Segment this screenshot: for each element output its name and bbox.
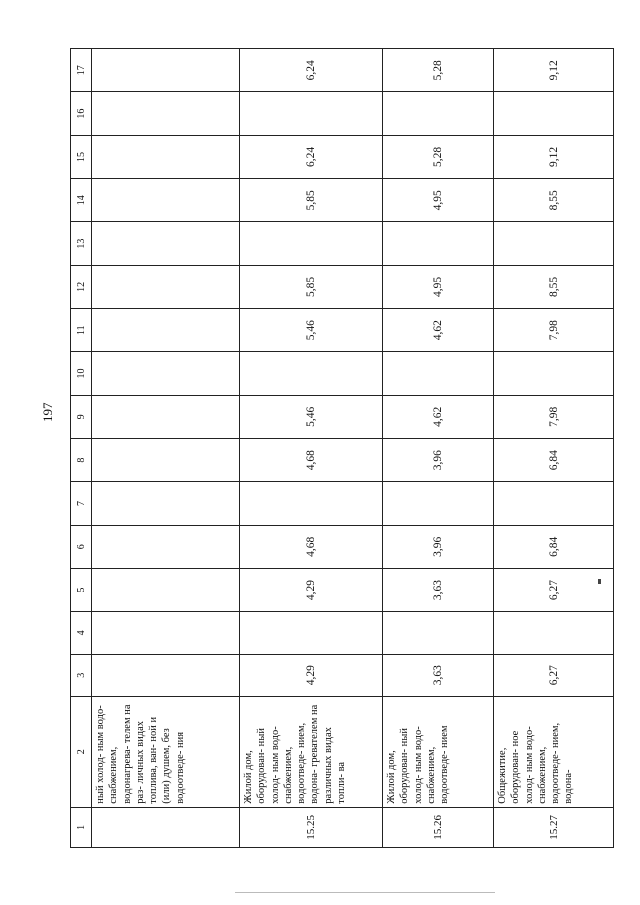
column-number: 8: [71, 439, 92, 482]
column-number: 13: [71, 222, 92, 265]
value-cell: 9,12: [494, 135, 614, 178]
value-cell: 4,95: [383, 179, 494, 222]
value-cell: [92, 135, 240, 178]
description-cell: ный холод- ным водо- снабжением, водонагрева- телем на раз- личных видах топлива, ван- ной и (или) душем, без водоотведе- ния: [92, 696, 240, 807]
value-cell: [494, 92, 614, 135]
column-number: 10: [71, 352, 92, 395]
value-cell: [92, 654, 240, 696]
value-cell: [383, 222, 494, 265]
value-cell: 4,95: [383, 265, 494, 308]
value-cell: [494, 482, 614, 525]
description-cell: Жилой дом, оборудован- ный холод- ным водо- снабжением, водоотведе- нием, водона- гревателем на различных видах топли- ва: [240, 696, 383, 807]
value-cell: [383, 482, 494, 525]
column-number: 2: [71, 696, 92, 807]
value-cell: 7,98: [494, 395, 614, 438]
description-cell: Жилой дом, оборудован- ный холод- ным водо- снабжением, водоотведе- нием: [383, 696, 494, 807]
value-cell: [494, 612, 614, 654]
column-number: 14: [71, 179, 92, 222]
value-cell: [92, 92, 240, 135]
row-number-cell: 15.25: [240, 807, 383, 847]
value-cell: [92, 612, 240, 654]
value-cell: [92, 352, 240, 395]
value-cell: 4,62: [383, 395, 494, 438]
column-number: 17: [71, 49, 92, 93]
value-cell: 6,24: [240, 135, 383, 178]
value-cell: 6,24: [240, 49, 383, 93]
value-cell: 4,68: [240, 439, 383, 482]
value-cell: [92, 265, 240, 308]
value-cell: [92, 49, 240, 93]
value-cell: 6,27: [494, 568, 614, 611]
column-number: 16: [71, 92, 92, 135]
value-cell: 3,63: [383, 654, 494, 696]
value-cell: [240, 92, 383, 135]
value-cell: 8,55: [494, 265, 614, 308]
value-cell: [92, 439, 240, 482]
column-number-row: [71, 49, 92, 848]
value-cell: 5,28: [383, 135, 494, 178]
rotated-table-wrapper: [70, 48, 614, 848]
value-cell: [240, 482, 383, 525]
scan-edge-line: [235, 892, 495, 893]
value-cell: 3,63: [383, 568, 494, 611]
row-number-cell: 15.27: [494, 807, 614, 847]
column-number: 3: [71, 654, 92, 696]
value-cell: [383, 92, 494, 135]
value-cell: 4,68: [240, 525, 383, 568]
scan-speck: [598, 579, 601, 584]
column-number: 6: [71, 525, 92, 568]
value-cell: 7,98: [494, 309, 614, 352]
value-cell: 9,12: [494, 49, 614, 93]
value-cell: [92, 525, 240, 568]
value-cell: 5,46: [240, 309, 383, 352]
column-number: 4: [71, 612, 92, 654]
value-cell: [240, 352, 383, 395]
column-number: 1: [71, 807, 92, 847]
value-cell: 3,96: [383, 525, 494, 568]
value-cell: [494, 222, 614, 265]
value-cell: 4,29: [240, 654, 383, 696]
value-cell: [383, 612, 494, 654]
value-cell: 5,46: [240, 395, 383, 438]
tariff-table: [70, 48, 614, 848]
value-cell: [240, 612, 383, 654]
value-cell: [92, 222, 240, 265]
row-number-cell: 15.26: [383, 807, 494, 847]
table-row: [383, 49, 494, 848]
table-row: [92, 49, 240, 848]
value-cell: [92, 482, 240, 525]
value-cell: [240, 222, 383, 265]
value-cell: 3,96: [383, 439, 494, 482]
value-cell: [383, 352, 494, 395]
value-cell: 6,84: [494, 439, 614, 482]
column-number: 11: [71, 309, 92, 352]
value-cell: 5,85: [240, 179, 383, 222]
value-cell: [92, 179, 240, 222]
value-cell: 6,27: [494, 654, 614, 696]
value-cell: [92, 395, 240, 438]
column-number: 12: [71, 265, 92, 308]
value-cell: [494, 352, 614, 395]
column-number: 9: [71, 395, 92, 438]
column-number: 7: [71, 482, 92, 525]
value-cell: [92, 309, 240, 352]
value-cell: 4,62: [383, 309, 494, 352]
page-number: 197: [40, 402, 55, 422]
row-number-cell: [92, 807, 240, 847]
value-cell: 6,84: [494, 525, 614, 568]
value-cell: 5,28: [383, 49, 494, 93]
table-row: [494, 49, 614, 848]
table-row: [240, 49, 383, 848]
value-cell: 8,55: [494, 179, 614, 222]
column-number: 15: [71, 135, 92, 178]
column-number: 5: [71, 568, 92, 611]
value-cell: [92, 568, 240, 611]
value-cell: 5,85: [240, 265, 383, 308]
value-cell: 4,29: [240, 568, 383, 611]
description-cell: Общежитие, оборудован- ное холод- ным водо- снабжением, водоотведе- нием, водона-: [494, 696, 614, 807]
